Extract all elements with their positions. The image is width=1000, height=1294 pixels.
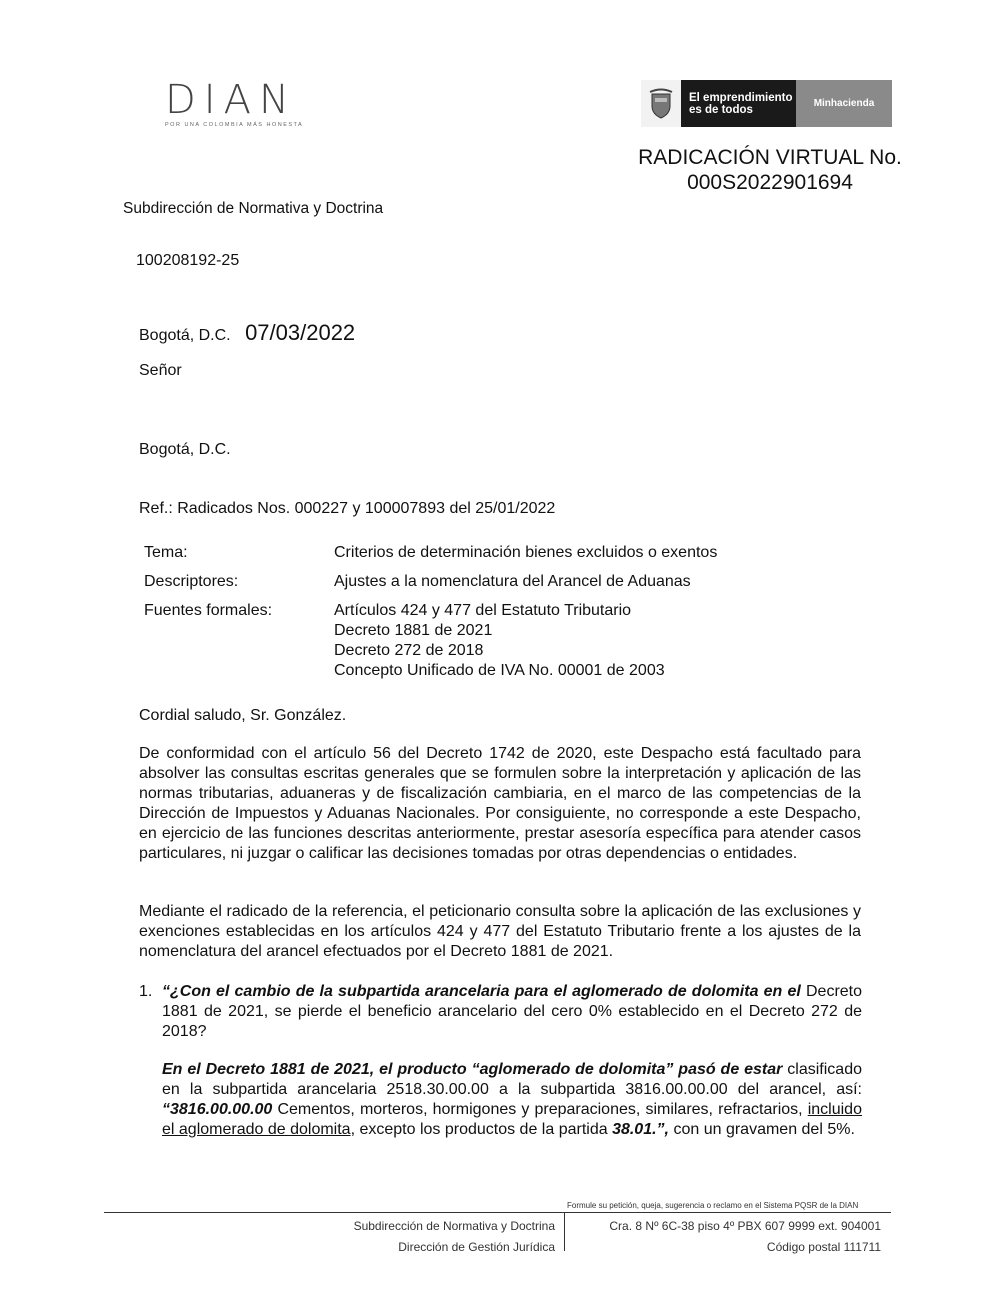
greeting: Cordial saludo, Sr. González. [139,707,347,724]
item-answer [162,1060,862,1140]
coat-of-arms-icon [641,80,681,127]
radicacion-line1: RADICACIÓN VIRTUAL No. [638,146,902,169]
place-date [139,320,355,346]
footer-office-line1: Subdirección de Normativa y Doctrina [353,1219,555,1233]
tema-value: Criterios de determinación bienes excluidos o exentos [334,544,718,561]
dian-logo-tagline: POR UNA COLOMBIA MÁS HONESTA [165,122,304,128]
fuentes-item: Concepto Unificado de IVA No. 00001 de 2003 [334,662,665,679]
answer-text: , excepto los productos de la partida [350,1121,608,1138]
recipient-city: Bogotá, D.C. [139,441,231,458]
fuentes-item: Decreto 1881 de 2021 [334,622,493,639]
date: 07/03/2022 [245,320,356,345]
answer-text: con un gravamen del 5%. [673,1121,855,1138]
government-logo [641,80,892,127]
footer-address [575,1216,881,1258]
place: Bogotá, D.C. [139,327,231,344]
document-number: 100208192-25 [136,252,240,269]
footer-divider [104,1212,891,1213]
descriptores-label: Descriptores: [144,573,239,590]
gov-slogan-line1: El emprendimiento [689,92,793,104]
ministry-name: Minhacienda [796,80,892,127]
paragraph-competence: De conformidad con el artículo 56 del Decreto 1742 de 2020, este Despacho está facultado para absolver las consultas escritas generales que se formulen sobre la interpretación y aplicación de las normas tributarias, aduaneras y de fiscalización cambiaria, en el marco de las competencias de la Dirección de Impuestos y Aduanas Nacionales. Por consiguiente, no corresponde a este Despacho, en ejercicio de las funciones descritas anteriormente, prestar asesoría específica para atender casos particulares, ni juzgar o calificar las decisiones tomadas por otras dependencias o entidades. [139,745,861,862]
gov-slogan-line2: es de todos [689,104,753,116]
salutation-title: Señor [139,362,182,379]
radicacion-line2: 000S2022901694 [687,171,853,194]
answer-text: Cementos, morteros, hormigones y preparaciones, similares, refractarios, [277,1101,803,1118]
answer-bold: En el Decreto 1881 de 2021, el producto “aglomerado de dolomita” pasó de estar [162,1061,783,1078]
gov-slogan [681,80,796,127]
radicacion-number [600,145,940,195]
item-number: 1. [139,983,153,1000]
fuentes-label: Fuentes formales: [144,602,273,619]
reference: Ref.: Radicados Nos. 000227 y 100007893 del 25/01/2022 [139,500,556,517]
answer-partida: 38.01.”, [612,1121,669,1138]
dian-logo [165,77,325,128]
fuentes-item: Artículos 424 y 477 del Estatuto Tributario [334,602,632,619]
item-question [162,982,862,1042]
answer-underlined: incluido el aglomerado de dolomita [162,1101,862,1138]
dian-logo-word: DIAN [165,77,297,123]
footer-vertical-divider [564,1213,565,1251]
tema-label: Tema: [144,544,188,561]
answer-code: “3816.00.00.00 [162,1101,273,1118]
descriptores-value: Ajustes a la nomenclatura del Arancel de Aduanas [334,573,691,590]
fuentes-item: Decreto 272 de 2018 [334,642,484,659]
footer-office-line2: Dirección de Gestión Jurídica [398,1240,555,1254]
footer-pqsr-note: Formule su petición, queja, sugerencia o reclamo en el Sistema PQSR de la DIAN [567,1201,859,1210]
question-text: Decreto 1881 de 2021, se pierde el beneficio arancelario del cero 0% establecido en el Decreto 272 de 2018? [162,983,863,1040]
footer-address-line2: Código postal 111711 [766,1240,881,1254]
footer-address-line1: Cra. 8 Nº 6C-38 piso 4º PBX 607 9999 ext. 904001 [609,1219,881,1233]
fuentes-list [334,601,894,681]
office-name: Subdirección de Normativa y Doctrina [123,200,384,217]
question-bold: “¿Con el cambio de la subpartida arancelaria para el aglomerado de dolomita en el [162,983,801,1000]
paragraph-consulta: Mediante el radicado de la referencia, el peticionario consulta sobre la aplicación de las exclusiones y exenciones establecidas en los artículos 424 y 477 del Estatuto Tributario frente a los ajustes de la nomenclatura del arancel efectuados por el Decreto 1881 de 2021. [139,903,861,960]
answer-text: clasificado en la subpartida arancelaria 2518.30.00.00 a la subpartida 3816.00.00.00 del arancel, así: [162,1061,862,1098]
footer-office [300,1216,555,1258]
